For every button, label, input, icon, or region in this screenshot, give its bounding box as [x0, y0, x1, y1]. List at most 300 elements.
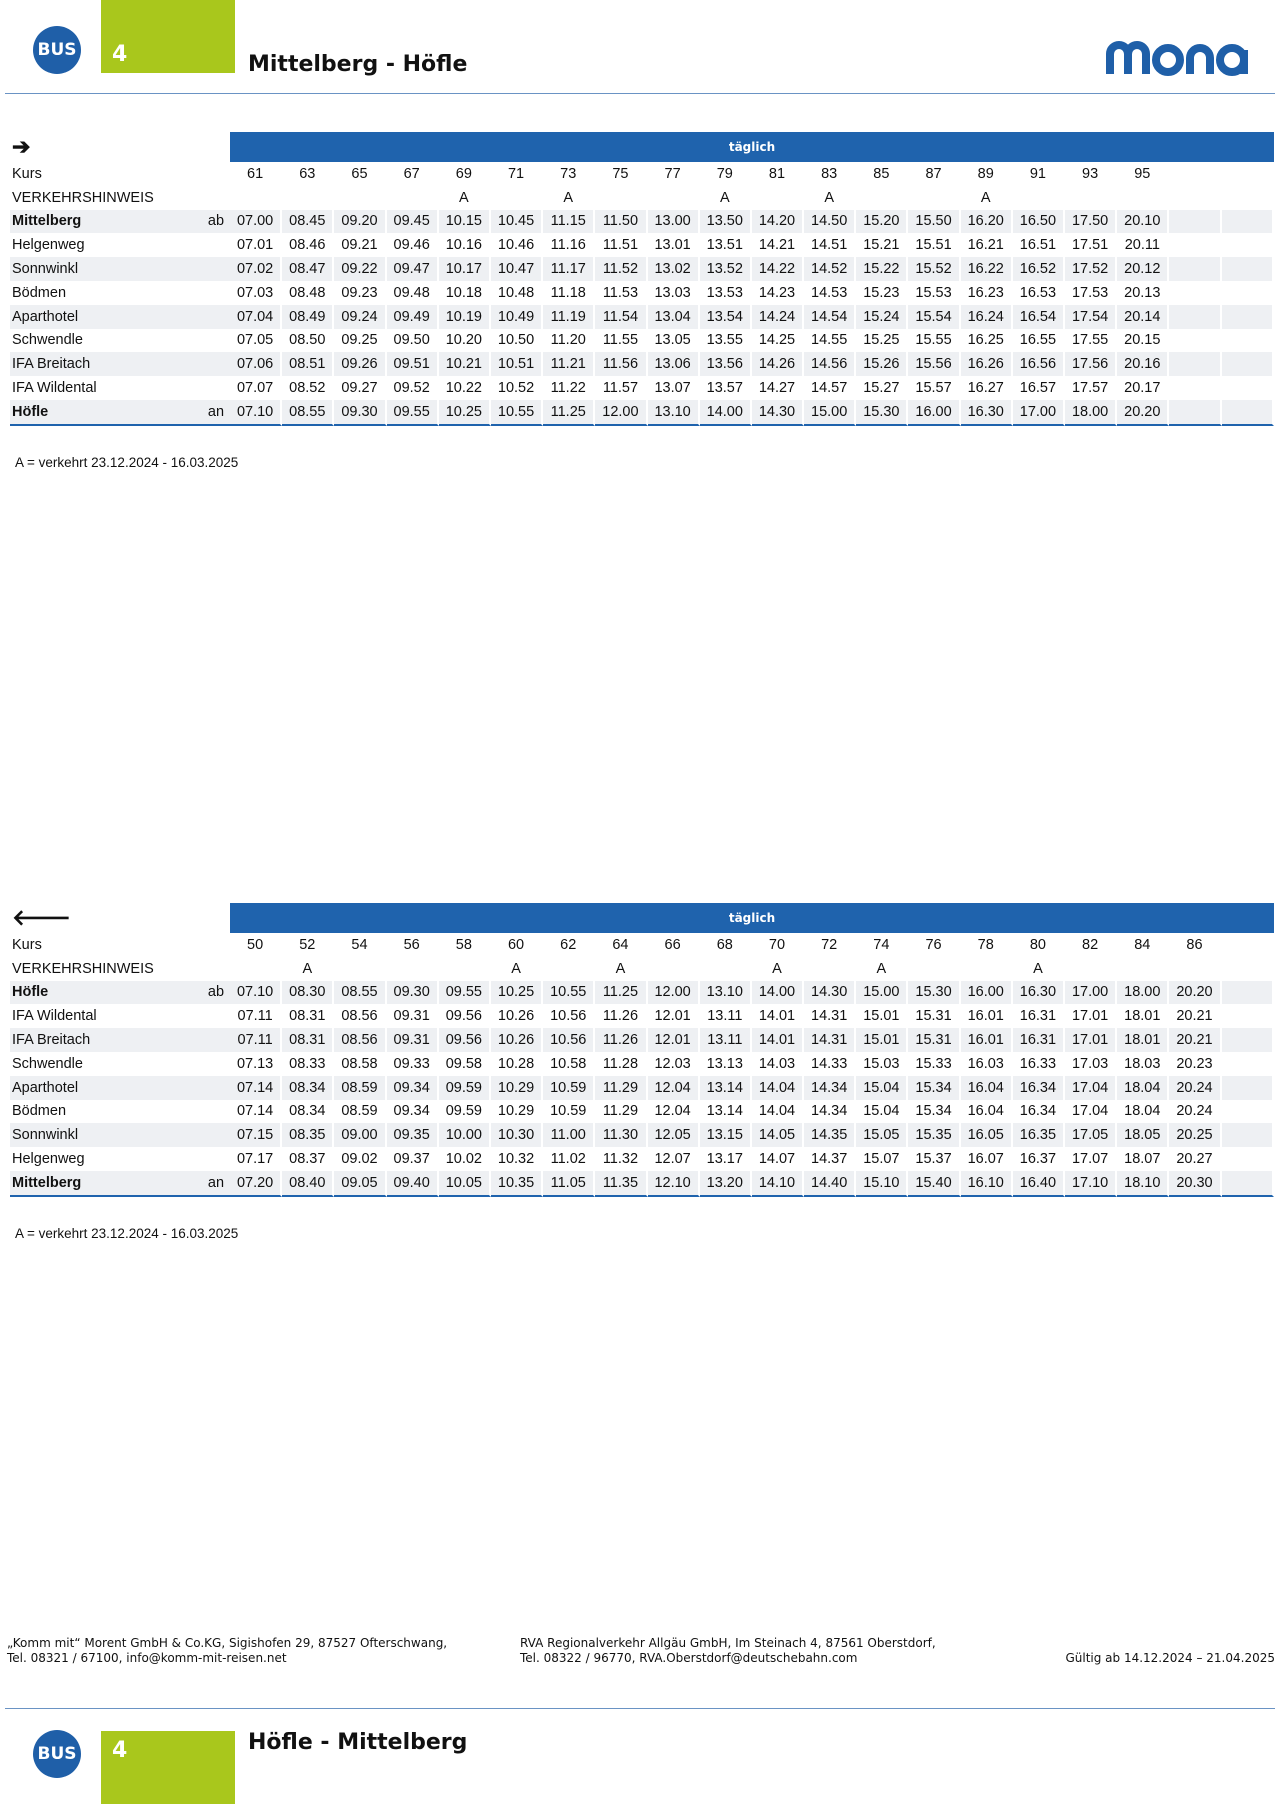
- departure-time: 17.05: [1065, 1123, 1117, 1147]
- departure-time: 16.30: [961, 400, 1013, 426]
- departure-time: 10.21: [439, 352, 491, 376]
- departure-time: 14.22: [752, 257, 804, 281]
- departure-time: 10.48: [491, 281, 543, 305]
- hinweis-mark: [752, 186, 804, 210]
- departure-time: 17.07: [1065, 1147, 1117, 1171]
- route-title: Mittelberg - Höfle: [248, 52, 468, 77]
- departure-time: 20.11: [1117, 233, 1169, 257]
- departure-time: 10.05: [439, 1171, 491, 1197]
- arr-dep-label: an: [197, 400, 230, 426]
- departure-time: 13.20: [700, 1171, 752, 1197]
- departure-time: 11.57: [595, 376, 647, 400]
- hinweis-mark: [961, 957, 1013, 981]
- departure-time: 12.07: [648, 1147, 700, 1171]
- departure-time: 13.00: [648, 210, 700, 234]
- timetable-table: [10, 903, 1274, 1197]
- departure-time: 20.12: [1117, 257, 1169, 281]
- logo-text: mona: [1106, 38, 1109, 39]
- departure-time: 15.10: [856, 1171, 908, 1197]
- departure-time: 17.03: [1065, 1052, 1117, 1076]
- departure-time: 09.05: [334, 1171, 386, 1197]
- departure-time: 11.30: [595, 1123, 647, 1147]
- hinweis-mark: [595, 186, 647, 210]
- hinweis-mark: [230, 957, 282, 981]
- departure-time: 16.22: [961, 257, 1013, 281]
- hinweis-mark: [282, 186, 334, 210]
- departure-time: 18.04: [1117, 1100, 1169, 1124]
- departure-time: [1169, 329, 1221, 353]
- departure-time: 07.00: [230, 210, 282, 234]
- departure-time: 08.40: [282, 1171, 334, 1197]
- hinweis-mark: [648, 186, 700, 210]
- departure-time: 14.54: [804, 305, 856, 329]
- hinweis-mark: [908, 957, 960, 981]
- departure-time: 14.05: [752, 1123, 804, 1147]
- departure-time: 12.01: [648, 1004, 700, 1028]
- stop-name: IFA Breitach: [10, 352, 197, 376]
- departure-time: 07.02: [230, 257, 282, 281]
- departure-time: 15.25: [856, 329, 908, 353]
- kurs-number: 74: [856, 933, 908, 957]
- departure-time: 17.01: [1065, 1028, 1117, 1052]
- kurs-number: 75: [595, 162, 647, 186]
- departure-time: 16.24: [961, 305, 1013, 329]
- departure-time: 16.35: [1013, 1123, 1065, 1147]
- spacer-cell: [197, 186, 230, 210]
- hinweis-mark: [543, 957, 595, 981]
- departure-time: 14.31: [804, 1028, 856, 1052]
- departure-time: 09.47: [387, 257, 439, 281]
- departure-time: 10.56: [543, 1028, 595, 1052]
- departure-time: 13.07: [648, 376, 700, 400]
- departure-time: 11.00: [543, 1123, 595, 1147]
- departure-time: [1169, 210, 1221, 234]
- departure-time: 07.13: [230, 1052, 282, 1076]
- kurs-number: 79: [700, 162, 752, 186]
- departure-time: 14.01: [752, 1028, 804, 1052]
- departure-time: [1169, 257, 1221, 281]
- departure-time: 15.56: [908, 352, 960, 376]
- departure-time: 13.52: [700, 257, 752, 281]
- hinweis-mark: A: [595, 957, 647, 981]
- departure-time: 10.25: [439, 400, 491, 426]
- departure-time: 10.50: [491, 329, 543, 353]
- kurs-number: 89: [961, 162, 1013, 186]
- departure-time: 08.58: [334, 1052, 386, 1076]
- departure-time: 09.51: [387, 352, 439, 376]
- departure-time: 15.24: [856, 305, 908, 329]
- arr-dep-label: [197, 233, 230, 257]
- departure-time: 11.29: [595, 1100, 647, 1124]
- departure-time: 16.34: [1013, 1076, 1065, 1100]
- departure-time: 13.02: [648, 257, 700, 281]
- timetable-outbound: [10, 132, 1274, 426]
- departure-time: 14.24: [752, 305, 804, 329]
- departure-time: 08.51: [282, 352, 334, 376]
- departure-time: 13.03: [648, 281, 700, 305]
- stop-name: Helgenweg: [12, 1151, 85, 1168]
- departure-time: 13.15: [700, 1123, 752, 1147]
- departure-time: 08.31: [282, 1028, 334, 1052]
- departure-time: 14.00: [700, 400, 752, 426]
- departure-time: 11.18: [543, 281, 595, 305]
- departure-time: [1222, 329, 1274, 353]
- departure-time: 15.33: [908, 1052, 960, 1076]
- departure-time: 17.53: [1065, 281, 1117, 305]
- departure-time: 10.55: [491, 400, 543, 426]
- departure-time: [1169, 400, 1221, 426]
- departure-time: 16.23: [961, 281, 1013, 305]
- departure-time: 11.15: [543, 210, 595, 234]
- departure-time: 14.40: [804, 1171, 856, 1197]
- arr-dep-label: [197, 1147, 230, 1171]
- departure-time: 14.26: [752, 352, 804, 376]
- departure-time: 13.56: [700, 352, 752, 376]
- departure-time: 14.33: [804, 1052, 856, 1076]
- departure-time: 07.07: [230, 376, 282, 400]
- stop-name: IFA Wildental: [12, 380, 97, 397]
- departure-time: 10.25: [491, 981, 543, 1005]
- departure-time: 07.11: [230, 1028, 282, 1052]
- departure-time: 11.05: [543, 1171, 595, 1197]
- departure-time: 16.26: [961, 352, 1013, 376]
- kurs-number: 91: [1013, 162, 1065, 186]
- departure-time: 20.13: [1117, 281, 1169, 305]
- departure-time: 16.07: [961, 1147, 1013, 1171]
- departure-time: [1169, 305, 1221, 329]
- departure-time: 07.20: [230, 1171, 282, 1197]
- stop-name: Bödmen: [12, 284, 67, 301]
- departure-time: 18.07: [1117, 1147, 1169, 1171]
- departure-time: 11.56: [595, 352, 647, 376]
- departure-time: 14.10: [752, 1171, 804, 1197]
- departure-time: 09.34: [387, 1076, 439, 1100]
- departure-time: [1222, 1028, 1274, 1052]
- departure-time: 14.07: [752, 1147, 804, 1171]
- stop-name: Mittelberg: [10, 1171, 197, 1197]
- departure-time: 17.51: [1065, 233, 1117, 257]
- hinweis-mark: A: [752, 957, 804, 981]
- departure-time: [1222, 1052, 1274, 1076]
- departure-time: 15.26: [856, 352, 908, 376]
- departure-time: 10.32: [491, 1147, 543, 1171]
- departure-time: 14.04: [752, 1100, 804, 1124]
- direction-arrow-icon: 🡐: [12, 905, 71, 930]
- departure-time: 16.52: [1013, 257, 1065, 281]
- hinweis-mark: A: [804, 186, 856, 210]
- departure-time: 07.14: [230, 1076, 282, 1100]
- departure-time: 15.30: [908, 981, 960, 1005]
- departure-time: 17.04: [1065, 1076, 1117, 1100]
- kurs-number: 54: [334, 933, 386, 957]
- stop-row: [10, 981, 1274, 1005]
- departure-time: 07.04: [230, 305, 282, 329]
- departure-time: 08.55: [334, 981, 386, 1005]
- departure-time: 15.07: [856, 1147, 908, 1171]
- kurs-number: 76: [908, 933, 960, 957]
- hinweis-mark: A: [1013, 957, 1065, 981]
- departure-time: 10.17: [439, 257, 491, 281]
- departure-time: 10.58: [543, 1052, 595, 1076]
- stop-row: [10, 1100, 1274, 1124]
- stop-row: [10, 1123, 1274, 1147]
- departure-time: [1222, 1004, 1274, 1028]
- footnote-return: A = verkehrt 23.12.2024 - 16.03.2025: [15, 1226, 239, 1241]
- departure-time: 20.14: [1117, 305, 1169, 329]
- departure-time: 11.28: [595, 1052, 647, 1076]
- departure-time: 10.55: [543, 981, 595, 1005]
- departure-time: 10.59: [543, 1100, 595, 1124]
- departure-time: 15.40: [908, 1171, 960, 1197]
- departure-time: 09.48: [387, 281, 439, 305]
- departure-time: 15.52: [908, 257, 960, 281]
- departure-time: 09.30: [334, 400, 386, 426]
- departure-time: 10.26: [491, 1004, 543, 1028]
- kurs-number: 63: [282, 162, 334, 186]
- stop-name: Helgenweg: [12, 237, 85, 254]
- departure-time: 08.56: [334, 1028, 386, 1052]
- stop-row: [10, 352, 1274, 376]
- departure-time: 11.54: [595, 305, 647, 329]
- arr-dep-label: [197, 1052, 230, 1076]
- departure-time: 13.53: [700, 281, 752, 305]
- departure-time: 11.02: [543, 1147, 595, 1171]
- departure-time: 09.26: [334, 352, 386, 376]
- hinweis-mark: [700, 957, 752, 981]
- departure-time: 09.50: [387, 329, 439, 353]
- departure-time: 17.00: [1065, 981, 1117, 1005]
- departure-time: [1222, 210, 1274, 234]
- departure-time: 14.35: [804, 1123, 856, 1147]
- hinweis-mark: [1169, 957, 1221, 981]
- departure-time: 08.55: [282, 400, 334, 426]
- departure-time: 20.21: [1169, 1028, 1221, 1052]
- bus-label: BUS: [37, 40, 77, 60]
- departure-time: 16.20: [961, 210, 1013, 234]
- departure-time: 08.34: [282, 1076, 334, 1100]
- hinweis-mark: [648, 957, 700, 981]
- departure-time: [1169, 281, 1221, 305]
- hinweis-mark: [334, 186, 386, 210]
- stop-row: [10, 1171, 1274, 1197]
- hinweis-mark: [387, 186, 439, 210]
- departure-time: 14.04: [752, 1076, 804, 1100]
- departure-time: 09.20: [334, 210, 386, 234]
- departure-time: 08.45: [282, 210, 334, 234]
- departure-time: 16.30: [1013, 981, 1065, 1005]
- departure-time: 15.03: [856, 1052, 908, 1076]
- departure-time: 18.00: [1117, 981, 1169, 1005]
- stop-row: [10, 1028, 1274, 1052]
- direction-arrow-icon: ➔: [12, 134, 31, 159]
- kurs-number: 61: [230, 162, 282, 186]
- departure-time: 08.48: [282, 281, 334, 305]
- arr-dep-label: [197, 1004, 230, 1028]
- departure-time: 07.11: [230, 1004, 282, 1028]
- hinweis-mark: [804, 957, 856, 981]
- departure-time: 09.49: [387, 305, 439, 329]
- departure-time: 16.57: [1013, 376, 1065, 400]
- departure-time: 17.04: [1065, 1100, 1117, 1124]
- departure-time: 09.55: [439, 981, 491, 1005]
- departure-time: 16.10: [961, 1171, 1013, 1197]
- departure-time: 17.57: [1065, 376, 1117, 400]
- departure-time: 08.35: [282, 1123, 334, 1147]
- departure-time: 10.51: [491, 352, 543, 376]
- departure-time: 09.22: [334, 257, 386, 281]
- departure-time: 10.56: [543, 1004, 595, 1028]
- line-number: 4: [112, 42, 128, 67]
- stop-row: [10, 1147, 1274, 1171]
- kurs-number: 60: [491, 933, 543, 957]
- departure-time: 16.27: [961, 376, 1013, 400]
- departure-time: 16.33: [1013, 1052, 1065, 1076]
- departure-time: 08.59: [334, 1100, 386, 1124]
- kurs-number: 50: [230, 933, 282, 957]
- stop-row: [10, 233, 1274, 257]
- kurs-number: 64: [595, 933, 647, 957]
- departure-time: 20.24: [1169, 1076, 1221, 1100]
- hinweis-label: VERKEHRSHINWEIS: [12, 189, 154, 206]
- departure-time: 08.33: [282, 1052, 334, 1076]
- spacer-cell: [197, 162, 230, 186]
- departure-time: 17.56: [1065, 352, 1117, 376]
- departure-time: 09.55: [387, 400, 439, 426]
- departure-time: 10.20: [439, 329, 491, 353]
- departure-time: 10.47: [491, 257, 543, 281]
- departure-time: 14.03: [752, 1052, 804, 1076]
- stop-name: IFA Breitach: [10, 1028, 197, 1052]
- departure-time: 10.49: [491, 305, 543, 329]
- departure-time: [1222, 257, 1274, 281]
- kurs-number: 68: [700, 933, 752, 957]
- departure-time: 16.03: [961, 1052, 1013, 1076]
- departure-time: [1222, 1076, 1274, 1100]
- stop-name: IFA Wildental: [12, 1008, 97, 1025]
- departure-time: 10.02: [439, 1147, 491, 1171]
- hinweis-mark: [1222, 186, 1274, 210]
- operator-left-line2: Tel. 08321 / 67100, info@komm-mit-reisen.net: [7, 1651, 287, 1665]
- departure-time: 13.57: [700, 376, 752, 400]
- departure-time: 09.59: [439, 1076, 491, 1100]
- departure-time: 12.04: [648, 1100, 700, 1124]
- arr-dep-label: [197, 1076, 230, 1100]
- departure-time: 09.33: [387, 1052, 439, 1076]
- arr-dep-label: [197, 329, 230, 353]
- arr-dep-label: [197, 1123, 230, 1147]
- departure-time: 08.50: [282, 329, 334, 353]
- departure-time: 09.46: [387, 233, 439, 257]
- departure-time: 16.04: [961, 1076, 1013, 1100]
- footer-rule: [5, 1708, 1275, 1709]
- stop-row: [10, 1052, 1274, 1076]
- departure-time: 07.06: [230, 352, 282, 376]
- departure-time: 11.25: [595, 981, 647, 1005]
- kurs-number: 86: [1169, 933, 1221, 957]
- departure-time: 09.45: [387, 210, 439, 234]
- departure-time: 09.56: [439, 1004, 491, 1028]
- kurs-number: 62: [543, 933, 595, 957]
- kurs-number: 71: [491, 162, 543, 186]
- departure-time: 20.27: [1169, 1147, 1221, 1171]
- kurs-label: Kurs: [12, 165, 42, 182]
- departure-time: 17.50: [1065, 210, 1117, 234]
- departure-time: 12.00: [648, 981, 700, 1005]
- departure-time: 14.27: [752, 376, 804, 400]
- departure-time: 16.00: [961, 981, 1013, 1005]
- stop-name: Sonnwinkl: [10, 1123, 197, 1147]
- departure-time: 14.23: [752, 281, 804, 305]
- stop-name: Aparthotel: [10, 305, 197, 329]
- departure-time: 13.11: [700, 1028, 752, 1052]
- departure-time: 10.28: [491, 1052, 543, 1076]
- stop-row: [10, 305, 1274, 329]
- day-type-banner: täglich: [230, 903, 1274, 933]
- hinweis-mark: A: [491, 957, 543, 981]
- departure-time: 10.30: [491, 1123, 543, 1147]
- departure-time: 08.46: [282, 233, 334, 257]
- arr-dep-label: [197, 1100, 230, 1124]
- departure-time: 11.50: [595, 210, 647, 234]
- hinweis-mark: [1222, 957, 1274, 981]
- kurs-number: 95: [1117, 162, 1169, 186]
- departure-time: 09.02: [334, 1147, 386, 1171]
- departure-time: 16.05: [961, 1123, 1013, 1147]
- departure-time: 20.20: [1169, 981, 1221, 1005]
- departure-time: 09.56: [439, 1028, 491, 1052]
- departure-time: 11.29: [595, 1076, 647, 1100]
- hinweis-mark: [908, 186, 960, 210]
- departure-time: 14.25: [752, 329, 804, 353]
- departure-time: 13.10: [700, 981, 752, 1005]
- hinweis-mark: [1117, 957, 1169, 981]
- departure-time: [1222, 376, 1274, 400]
- kurs-row: [10, 933, 1274, 957]
- departure-time: 10.59: [543, 1076, 595, 1100]
- departure-time: 16.01: [961, 1028, 1013, 1052]
- kurs-number: [1169, 162, 1221, 186]
- arr-dep-label: [197, 281, 230, 305]
- departure-time: 11.53: [595, 281, 647, 305]
- line-number-next: 4: [112, 1738, 128, 1763]
- validity-info: Gültig ab 14.12.2024 – 21.04.2025: [1065, 1651, 1275, 1665]
- arr-dep-label: [197, 257, 230, 281]
- departure-time: 09.40: [387, 1171, 439, 1197]
- departure-time: [1222, 1171, 1274, 1197]
- day-type-banner: täglich: [230, 132, 1274, 162]
- departure-time: 12.03: [648, 1052, 700, 1076]
- departure-time: 08.52: [282, 376, 334, 400]
- kurs-number: [1222, 933, 1274, 957]
- departure-time: 12.05: [648, 1123, 700, 1147]
- departure-time: 09.59: [439, 1100, 491, 1124]
- departure-time: 16.55: [1013, 329, 1065, 353]
- departure-time: 20.24: [1169, 1100, 1221, 1124]
- departure-time: [1222, 1147, 1274, 1171]
- spacer-cell: [197, 957, 230, 981]
- departure-time: [1222, 400, 1274, 426]
- departure-time: 14.30: [804, 981, 856, 1005]
- spacer-cell: [197, 132, 230, 162]
- kurs-number: 52: [282, 933, 334, 957]
- departure-time: 14.56: [804, 352, 856, 376]
- departure-time: 10.26: [491, 1028, 543, 1052]
- departure-time: 14.52: [804, 257, 856, 281]
- stop-row: [10, 210, 1274, 234]
- mona-logo: [1106, 38, 1252, 78]
- kurs-number: 70: [752, 933, 804, 957]
- departure-time: 14.53: [804, 281, 856, 305]
